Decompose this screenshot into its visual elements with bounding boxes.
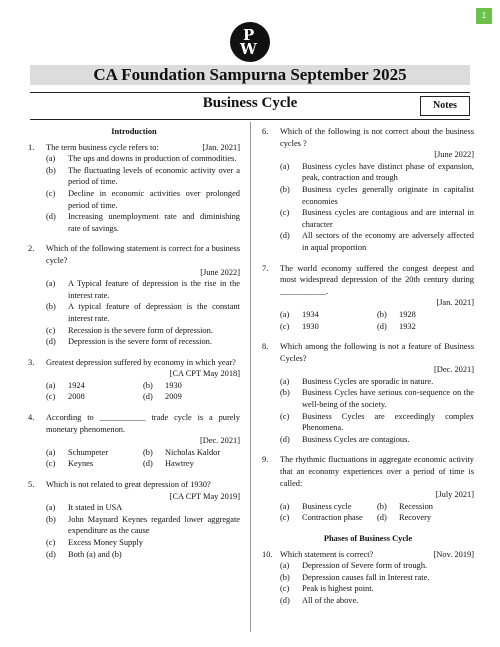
option-text: Business Cycles have serious con-sequence on the well-being of the society. — [302, 388, 474, 410]
question-body: Which among the following is not a feature of Business Cycles? — [280, 342, 474, 363]
option — [28, 278, 240, 301]
option-text: Schumpeter — [68, 447, 109, 457]
option — [280, 512, 377, 524]
option-text: Increasing unemployment rate and diminishing rate of savings. — [68, 212, 240, 233]
option-letter: (b) — [46, 302, 56, 312]
exam-tag: [Dec. 2021] — [434, 365, 474, 375]
question — [28, 243, 240, 347]
option-letter: (b) — [46, 514, 56, 524]
option-text: A Typical feature of depression is the rise in the interest rate. — [68, 279, 240, 300]
exam-tag: [Jan. 2021] — [436, 298, 474, 308]
option — [143, 447, 240, 459]
option-letter: (c) — [280, 513, 290, 523]
title-band — [30, 65, 470, 85]
option-letter: (d) — [280, 434, 290, 444]
question-text — [46, 142, 240, 154]
question — [262, 454, 474, 524]
option — [377, 501, 474, 513]
question-number: 10. — [262, 549, 273, 559]
exam-tag: [Nov. 2019] — [433, 549, 474, 559]
question-number: 1. — [28, 142, 35, 152]
option — [262, 376, 474, 388]
option-letter: (d) — [46, 549, 56, 559]
question — [262, 263, 474, 333]
page-title: CA Foundation Sampurna September 2025 — [93, 65, 407, 84]
exam-tag: [June 2022] — [200, 267, 240, 277]
question-header — [28, 479, 240, 502]
question-text — [46, 243, 240, 278]
option-text: Hawtrey — [165, 459, 194, 469]
option-row — [28, 458, 240, 470]
option — [262, 560, 474, 572]
right-question-list-2 — [262, 549, 474, 607]
option-text: Business Cycles are sporadic in nature. — [302, 376, 434, 386]
option — [28, 549, 240, 561]
question-header — [262, 126, 474, 161]
question — [28, 412, 240, 470]
option-letter: (a) — [46, 503, 56, 513]
option-letter: (a) — [46, 154, 56, 164]
option-text: A typical feature of depression is the constant interest rate. — [68, 302, 240, 323]
logo-letter-p: P — [243, 26, 255, 44]
logo-letter-w: W — [240, 40, 257, 58]
question-body: The world economy suffered the congest deepest and most widespread depression of the 20th century during ___________. — [280, 263, 474, 296]
option-text: Business Cycles are contagious. — [302, 434, 410, 444]
option-letter: (b) — [280, 572, 290, 582]
question — [28, 479, 240, 560]
right-question-list — [262, 126, 474, 524]
option-letter: (b) — [46, 165, 56, 175]
left-question-list — [28, 142, 240, 561]
option-letter: (c) — [46, 392, 56, 402]
option — [46, 380, 143, 392]
question-text — [46, 479, 240, 502]
option-text: The fluctuating levels of economic activity over a period of time. — [68, 165, 240, 187]
option — [377, 321, 474, 333]
option-text: All sectors of the economy are adversely affected in aqual proportion — [302, 231, 474, 252]
option — [262, 387, 474, 410]
option-text: Depression causes fall in Interest rate. — [302, 572, 430, 582]
exam-tag: [June 2022] — [434, 150, 474, 160]
option — [28, 153, 240, 165]
question-text — [280, 263, 474, 309]
option-letter: (d) — [377, 513, 387, 523]
exam-tag: [CA CPT May 2018] — [169, 369, 240, 379]
option — [262, 434, 474, 446]
notes-label: Notes — [420, 96, 470, 116]
option — [46, 447, 143, 459]
question-text — [280, 126, 474, 161]
option-text: Nicholas Kaldor — [165, 447, 221, 457]
option-text: Peak is highest point. — [302, 584, 374, 594]
question-header — [262, 549, 474, 561]
option-letter: (d) — [46, 337, 56, 347]
option — [280, 309, 377, 321]
option-letter: (a) — [46, 447, 56, 457]
option-text: Keynes — [68, 459, 94, 469]
option — [377, 512, 474, 524]
option — [28, 514, 240, 537]
option — [46, 391, 143, 403]
question-header — [262, 263, 474, 309]
option-letter: (c) — [280, 584, 290, 594]
option-text: Business cycles have distinct phase of expansion, peak, contraction and trough — [302, 161, 474, 183]
option-text: Business cycle — [302, 501, 352, 511]
option-row — [262, 321, 474, 333]
question — [262, 549, 474, 607]
option — [262, 583, 474, 595]
option — [280, 501, 377, 513]
question-header — [262, 341, 474, 376]
option — [262, 230, 474, 253]
option-letter: (c) — [280, 321, 290, 331]
option-letter: (b) — [280, 388, 290, 398]
option-text: 1928 — [399, 309, 416, 319]
option-row — [28, 447, 240, 459]
option-letter: (d) — [377, 321, 387, 331]
page-number: 1 — [476, 8, 492, 24]
question-number: 4. — [28, 413, 35, 423]
question-header — [28, 357, 240, 380]
option-text: Recession is the severe form of depression. — [68, 325, 213, 335]
column-divider — [250, 122, 251, 632]
right-column — [262, 126, 474, 616]
option-text: All of the above. — [302, 595, 359, 605]
question-text — [46, 412, 240, 447]
option — [262, 411, 474, 434]
option — [28, 537, 240, 549]
option-row — [262, 512, 474, 524]
option-letter: (c) — [280, 411, 290, 421]
option-text: Contraction phase — [302, 513, 363, 523]
exam-tag: [July 2021] — [435, 490, 474, 500]
pw-logo — [230, 22, 270, 62]
option-letter: (d) — [280, 595, 290, 605]
question-body: The term business cycle refers to: — [46, 142, 159, 152]
question — [262, 341, 474, 445]
question-number: 9. — [262, 455, 269, 465]
question-body: Which statement is correct? — [280, 549, 374, 559]
option — [262, 184, 474, 207]
option-letter: (a) — [280, 376, 290, 386]
option-text: Recession — [399, 501, 433, 511]
left-column — [28, 126, 240, 569]
option-text: It stated in USA — [68, 503, 123, 513]
option-letter: (a) — [280, 501, 290, 511]
option — [262, 595, 474, 607]
option-letter: (b) — [377, 309, 387, 319]
question-number: 7. — [262, 263, 269, 273]
question-header — [28, 142, 240, 154]
option-text: 1930 — [165, 380, 182, 390]
section-title: Business Cycle — [202, 95, 298, 111]
option-row — [28, 391, 240, 403]
option-letter: (d) — [280, 231, 290, 241]
option — [143, 458, 240, 470]
option-text: Decline in economic activities over prolonged period of time. — [68, 188, 240, 210]
option-letter: (d) — [143, 392, 153, 402]
option-letter: (a) — [280, 561, 290, 571]
option-text: 1930 — [302, 321, 319, 331]
option-letter: (a) — [46, 380, 56, 390]
subtitle-phases: Phases of Business Cycle — [323, 534, 413, 543]
option — [262, 572, 474, 584]
option-letter: (b) — [143, 380, 153, 390]
option-text: Business cycles generally originate in capitalist economies — [302, 184, 474, 206]
option-text: Depression of Severe form of trough. — [302, 561, 428, 571]
question-body: Which of the following statement is correct for a business cycle? — [46, 244, 240, 265]
question — [262, 126, 474, 254]
option-row — [28, 380, 240, 392]
exam-tag: [Dec. 2021] — [200, 436, 240, 446]
option-text: 1932 — [399, 321, 416, 331]
option-letter: (b) — [377, 501, 387, 511]
exam-tag: [CA CPT May 2019] — [169, 491, 240, 501]
option — [143, 391, 240, 403]
option — [262, 161, 474, 184]
option-letter: (c) — [46, 538, 56, 547]
question-body: Greatest depression suffered by economy in which year? — [46, 357, 236, 367]
option — [28, 188, 240, 211]
option-text: Business cycles are contagious and are internal in character — [302, 208, 474, 229]
option — [143, 380, 240, 392]
question-number: 5. — [28, 480, 35, 490]
question — [28, 357, 240, 403]
option — [28, 165, 240, 188]
question — [28, 142, 240, 235]
question-header — [262, 454, 474, 500]
option-letter: (c) — [280, 208, 290, 218]
option-text: Depression is the severe form of recession. — [68, 337, 212, 347]
option-text: 2008 — [68, 392, 85, 402]
exam-tag: [Jan. 2021] — [202, 142, 240, 152]
option — [28, 502, 240, 514]
option-row — [262, 501, 474, 513]
option — [280, 321, 377, 333]
option-text: Recovery — [399, 513, 432, 523]
question-text — [46, 357, 240, 380]
option — [46, 458, 143, 470]
question-header — [28, 412, 240, 447]
option — [28, 211, 240, 234]
option-text: Business Cycles are exceedingly complex Phenomena. — [302, 411, 474, 433]
option — [28, 301, 240, 324]
question-header — [28, 243, 240, 278]
option-text: The ups and downs in production of commodities. — [68, 154, 237, 164]
option-text: Both (a) and (b) — [68, 549, 122, 559]
option-letter: (b) — [143, 447, 153, 457]
option-letter: (c) — [46, 188, 56, 198]
question-body: The rhythmic fluctuations in aggregate economic activity that an economy experiences over a period of time is called: — [280, 455, 474, 488]
option-text: 1934 — [302, 309, 319, 319]
question-text — [280, 549, 474, 561]
option-letter: (a) — [280, 161, 290, 171]
question-number: 2. — [28, 244, 35, 254]
option-text: 2009 — [165, 392, 182, 402]
option-letter: (b) — [280, 184, 290, 194]
option-text: John Maynard Keynes regarded lower aggregate expenditure as the cause — [68, 514, 240, 536]
option-text: 1924 — [68, 380, 85, 390]
option — [28, 325, 240, 337]
option-letter: (d) — [46, 212, 56, 222]
option-text: Excess Money Supply — [68, 538, 143, 547]
option — [377, 309, 474, 321]
option-letter: (c) — [46, 459, 56, 469]
option-letter: (c) — [46, 325, 56, 335]
question-text — [280, 341, 474, 376]
question-body: According to ___________ trade cycle is a purely monetary phenomenon. — [46, 413, 240, 434]
question-number: 3. — [28, 357, 35, 367]
option-letter: (d) — [143, 459, 153, 469]
subtitle-introduction: Introduction — [111, 127, 157, 136]
question-number: 6. — [262, 127, 269, 136]
question-body: Which of the following is not correct about the business cycles ? — [280, 127, 474, 148]
option — [28, 336, 240, 348]
option-letter: (a) — [46, 279, 56, 289]
question-body: Which is not related to great depression of 1930? — [46, 480, 211, 490]
option-letter: (a) — [280, 309, 290, 319]
option-row — [262, 309, 474, 321]
question-text — [280, 454, 474, 500]
option — [262, 207, 474, 230]
question-number: 8. — [262, 342, 269, 352]
